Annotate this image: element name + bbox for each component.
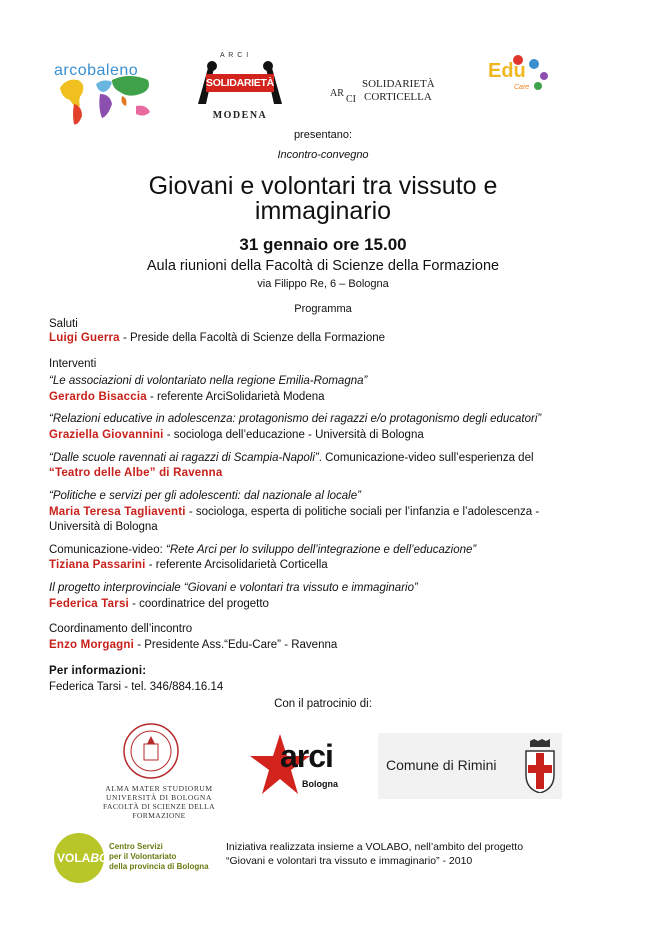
arci-bologna-name: arci: [280, 738, 333, 774]
intervento-5-title-italic: “Rete Arci per lo sviluppo dell’integrazione e dell’educazione”: [165, 544, 477, 556]
speaker-name: Gerardo Bisaccia: [49, 391, 147, 403]
speaker-role: - Presidente Ass.“Edu-Care” - Ravenna: [134, 639, 338, 651]
speaker-name: Tiziana Passarini: [49, 559, 146, 571]
title-line-2: immaginario: [254, 197, 392, 225]
interventi-label: Interventi: [49, 358, 97, 370]
volabo-logo: [53, 832, 213, 884]
info-label-text: Per informazioni:: [49, 665, 147, 677]
volabo-name: [57, 851, 108, 865]
comune-rimini-logo: [378, 733, 562, 799]
volabo-name-suffix: BO: [90, 851, 109, 865]
intervento-1-title: “Le associazioni di volontariato nella regione Emilia-Romagna”: [49, 375, 368, 387]
intervento-2-title: “Relazioni educative in adolescenza: protagonismo dei ragazzi e/o protagonismo degli educatori”: [49, 413, 542, 425]
speaker-role: - referente Arcisolidarietà Corticella: [145, 559, 328, 571]
unibo-logo: [84, 722, 234, 820]
page-title: [0, 174, 646, 224]
intervento-5-speaker: [49, 558, 328, 572]
coordinamento-label: Coordinamento dell’incontro: [49, 623, 193, 635]
speaker-role: - referente ArciSolidarietà Modena: [146, 391, 325, 403]
intervento-4-speaker: [49, 505, 539, 519]
speaker-role: - Preside della Facoltà di Scienze della Formazione: [119, 332, 386, 344]
intervento-6-title: Il progetto interprovinciale “Giovani e volontari tra vissuto e immaginario”: [49, 582, 418, 594]
intervento-1-speaker: [49, 390, 325, 404]
educare-logo: [488, 52, 554, 100]
logo-modena-label: MODENA: [212, 110, 268, 121]
arci-bologna-logo: [250, 732, 360, 802]
event-venue: Aula riunioni della Facoltà di Scienze della Formazione: [146, 258, 500, 274]
intervento-3-title-rest: . Comunicazione-video sull’esperienza del: [318, 452, 534, 464]
patrocinio-label: Con il patrocinio di:: [274, 698, 372, 710]
arcobaleno-logo: [52, 58, 170, 130]
speaker-name: Federica Tarsi: [49, 598, 129, 610]
intervento-5-title: [49, 543, 476, 557]
logo-solidarieta-text: SOLIDARIETÀ: [206, 77, 274, 89]
educare-name: Edu: [488, 60, 526, 82]
volabo-line1: Centro Servizi: [109, 842, 163, 851]
speaker-name: “Teatro delle Albe” di Ravenna: [49, 467, 223, 479]
intervento-3-title: [49, 451, 534, 465]
speaker-role: - coordinatrice del progetto: [128, 598, 269, 610]
volabo-name-main: VOLA: [57, 851, 91, 865]
intervento-5-prefix: Comunicazione-video:: [49, 544, 166, 556]
footer-note-line-2: “Giovani e volontari tra vissuto e immaginario” - 2010: [226, 855, 473, 867]
intervento-3-title-italic: “Dalle scuole ravennati ai ragazzi di Scampia-Napoli”: [49, 452, 319, 464]
corticella-line1: SOLIDARIETÀ: [362, 78, 435, 90]
unibo-line1: ALMA MATER STUDIORUM: [105, 784, 213, 793]
intervento-4-title: “Politiche e servizi per gli adolescenti: dal nazionale al locale”: [49, 490, 361, 502]
speaker-name: Luigi Guerra: [49, 332, 120, 344]
volabo-line2: per il Volontariato: [109, 852, 177, 861]
intervento-2-speaker: [49, 428, 424, 442]
unibo-line3: FACOLTÀ DI SCIENZE DELLA FORMAZIONE: [103, 802, 215, 820]
event-datetime: 31 gennaio ore 15.00: [239, 235, 407, 254]
intervento-4-role-line2: Università di Bologna: [49, 521, 158, 533]
speaker-role: - sociologa dell’educazione - Università di Bologna: [163, 429, 424, 441]
programma-heading: Programma: [294, 303, 352, 315]
footer-note-line-1: Iniziativa realizzata insieme a VOLABO, nell’ambito del progetto: [226, 841, 524, 853]
speaker-role: - sociologa, esperta di politiche sociali per l’infanzia e l’adolescenza -: [185, 506, 540, 518]
intervento-6-speaker: [49, 597, 269, 611]
saluti-speaker: [49, 331, 385, 345]
arci-solidarieta-corticella-logo: [330, 76, 450, 110]
educare-sub: Care: [514, 84, 530, 91]
speaker-name: Maria Teresa Tagliaventi: [49, 506, 186, 518]
speaker-name: Graziella Giovannini: [49, 429, 164, 441]
university-seal-icon: [122, 722, 180, 780]
intervento-3-speaker: [49, 466, 222, 480]
corticella-ci: CI: [346, 94, 356, 105]
info-label: [49, 664, 146, 678]
event-address: via Filippo Re, 6 – Bologna: [257, 278, 389, 290]
title-line-1: Giovani e volontari tra vissuto e: [148, 172, 498, 200]
arci-solidarieta-modena-logo: [190, 52, 290, 126]
coordinamento-speaker: [49, 638, 337, 652]
event-type: Incontro-convegno: [277, 149, 369, 161]
arcobaleno-name: arcobaleno: [54, 62, 139, 79]
saluti-label: Saluti: [49, 318, 78, 330]
rimini-coat-of-arms-icon: [524, 739, 556, 793]
arci-bologna-city: Bologna: [302, 779, 338, 789]
info-contact: Federica Tarsi - tel. 346/884.16.14: [49, 681, 224, 693]
speaker-name: Enzo Morgagni: [49, 639, 135, 651]
unibo-line2: UNIVERSITÀ DI BOLOGNA: [106, 793, 212, 802]
corticella-ar: AR: [330, 88, 344, 99]
rimini-name: Comune di Rimini: [386, 757, 497, 773]
volabo-line3: della provincia di Bologna: [109, 862, 209, 871]
logo-arci-label: A R C I: [220, 52, 250, 59]
presentano-label: presentano:: [293, 129, 353, 141]
corticella-line2: CORTICELLA: [364, 91, 432, 103]
